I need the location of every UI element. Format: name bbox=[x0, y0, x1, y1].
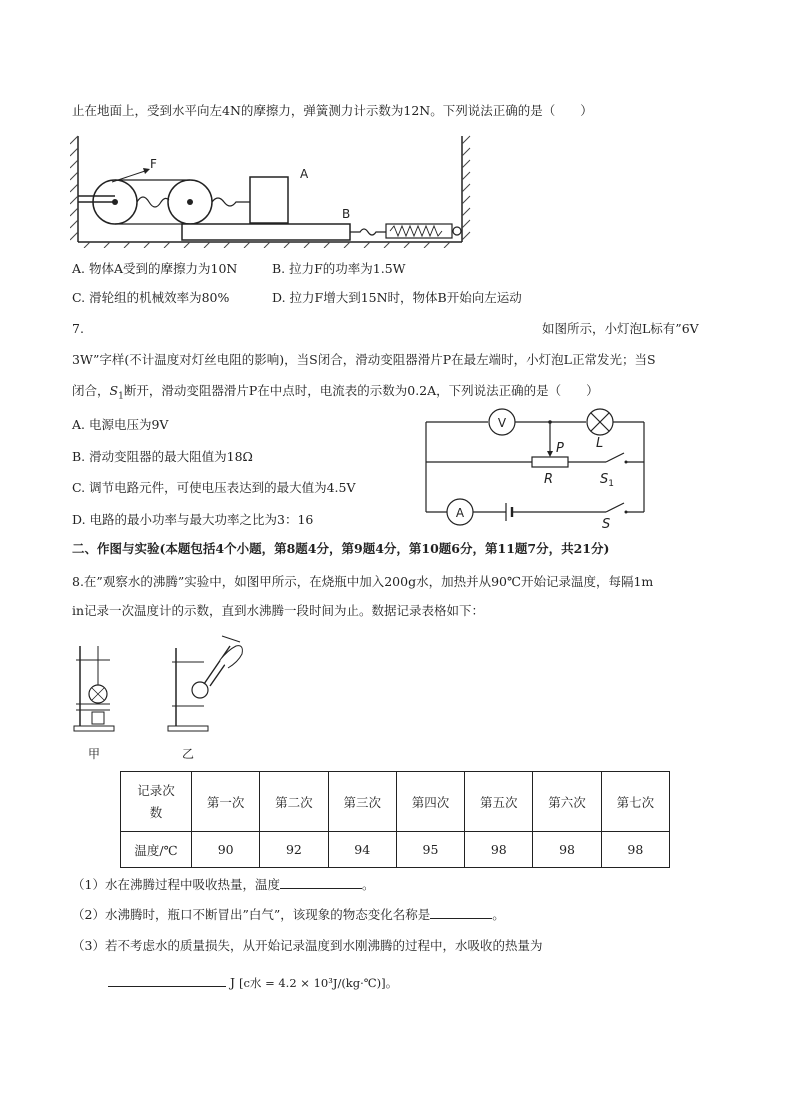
table-cell: 95 bbox=[396, 832, 464, 868]
rheostat-R bbox=[532, 457, 568, 467]
answer-blank-2[interactable] bbox=[430, 918, 492, 919]
table-header-cell: 第四次 bbox=[396, 772, 464, 832]
table-cell: 98 bbox=[601, 832, 669, 868]
circuit-diagram bbox=[420, 404, 650, 530]
q7-stem-line2: 3W”字样(不计温度对灯丝电阻的影响)，当S闭合，滑动变阻器滑片P在最左端时，小灯泡L正常发光；当S bbox=[72, 352, 656, 367]
q6-option-a: A. 物体A受到的摩擦力为10N bbox=[72, 261, 238, 276]
row-label-cell: 温度/℃ bbox=[121, 832, 192, 868]
table-cell: 98 bbox=[533, 832, 601, 868]
q7-stem-line1: 如图所示，小灯泡L标有”6V bbox=[542, 321, 699, 336]
section-title: 二、作图与实验(本题包括4个小题，第8题4分，第9题4分，第10题6分，第11题7分，共21分) bbox=[72, 541, 610, 556]
q8-line1: 8.在”观察水的沸腾”实验中，如图甲所示，在烧瓶中加入200g水，加热并从90℃开始记录温度，每隔1m bbox=[72, 574, 654, 589]
q6-option-c: C. 滑轮组的机械效率为80% bbox=[72, 290, 230, 305]
q6-stem: 止在地面上，受到水平向左4N的摩擦力，弹簧测力计示数为12N。下列说法正确的是（ ） bbox=[72, 103, 593, 118]
apparatus-figure bbox=[70, 632, 260, 764]
table-header-row bbox=[121, 772, 670, 832]
q7-option-a: A. 电源电压为9V bbox=[72, 417, 169, 432]
pulley-diagram bbox=[70, 130, 475, 248]
q8-sub2: （2）水沸腾时，瓶口不断冒出”白气”，该现象的物态变化名称是 。 bbox=[72, 907, 505, 922]
q8-sub3-answer: J [c水 = 4.2 × 10³J/(kg·℃)]。 bbox=[108, 974, 398, 992]
q7-option-d: D. 电路的最小功率与最大功率之比为3：16 bbox=[72, 512, 314, 527]
table-header-cell: 第七次 bbox=[601, 772, 669, 832]
label-yi: 乙 bbox=[182, 747, 195, 761]
header-label-cell: 记录次 数 bbox=[121, 772, 192, 832]
table-cell: 90 bbox=[192, 832, 260, 868]
board-B bbox=[182, 224, 350, 240]
table-cell: 92 bbox=[260, 832, 328, 868]
table-header-cell: 第一次 bbox=[192, 772, 260, 832]
svg-text:R: R bbox=[544, 472, 554, 487]
svg-text:V: V bbox=[497, 416, 507, 430]
table-header-cell: 第二次 bbox=[260, 772, 328, 832]
svg-text:S: S bbox=[602, 517, 611, 530]
q8-line2: in记录一次温度计的示数，直到水沸腾一段时间为止。数据记录表格如下： bbox=[72, 603, 485, 618]
svg-text:L: L bbox=[596, 436, 604, 451]
label-F: F bbox=[150, 157, 157, 171]
svg-text:A: A bbox=[455, 506, 465, 520]
block-A bbox=[250, 177, 288, 223]
table-header-cell: 第五次 bbox=[465, 772, 533, 832]
q6-option-d: D. 拉力F增大到15N时，物体B开始向左运动 bbox=[272, 290, 522, 305]
table-row bbox=[121, 832, 670, 868]
q7-number: 7. bbox=[72, 321, 84, 336]
q6-option-b: B. 拉力F的功率为1.5W bbox=[272, 261, 406, 276]
q7-stem-line3: 闭合，$S_1$断开，滑动变阻器滑片P在中点时，电流表的示数为0.2A，下列说法正确的是（ ） bbox=[72, 383, 599, 402]
q7-option-c: C. 调节电路元件，可使电压表达到的最大值为4.5V bbox=[72, 480, 356, 495]
table-header-cell: 第三次 bbox=[328, 772, 396, 832]
q8-sub1: （1）水在沸腾过程中吸收热量，温度 。 bbox=[72, 877, 375, 892]
temperature-table bbox=[120, 771, 670, 868]
table-cell: 94 bbox=[328, 832, 396, 868]
q7-option-b: B. 滑动变阻器的最大阻值为18Ω bbox=[72, 449, 253, 464]
svg-text:P: P bbox=[556, 441, 564, 456]
answer-blank-3[interactable] bbox=[108, 986, 226, 987]
label-B: B bbox=[342, 207, 351, 221]
table-header-cell: 第六次 bbox=[533, 772, 601, 832]
label-A: A bbox=[300, 167, 309, 181]
table-cell: 98 bbox=[465, 832, 533, 868]
q8-sub3: （3）若不考虑水的质量损失，从开始记录温度到水刚沸腾的过程中，水吸收的热量为 bbox=[72, 938, 543, 953]
label-jia: 甲 bbox=[88, 747, 101, 761]
answer-blank-1[interactable] bbox=[280, 888, 362, 889]
svg-text:S1: $S_1$ bbox=[600, 472, 614, 489]
